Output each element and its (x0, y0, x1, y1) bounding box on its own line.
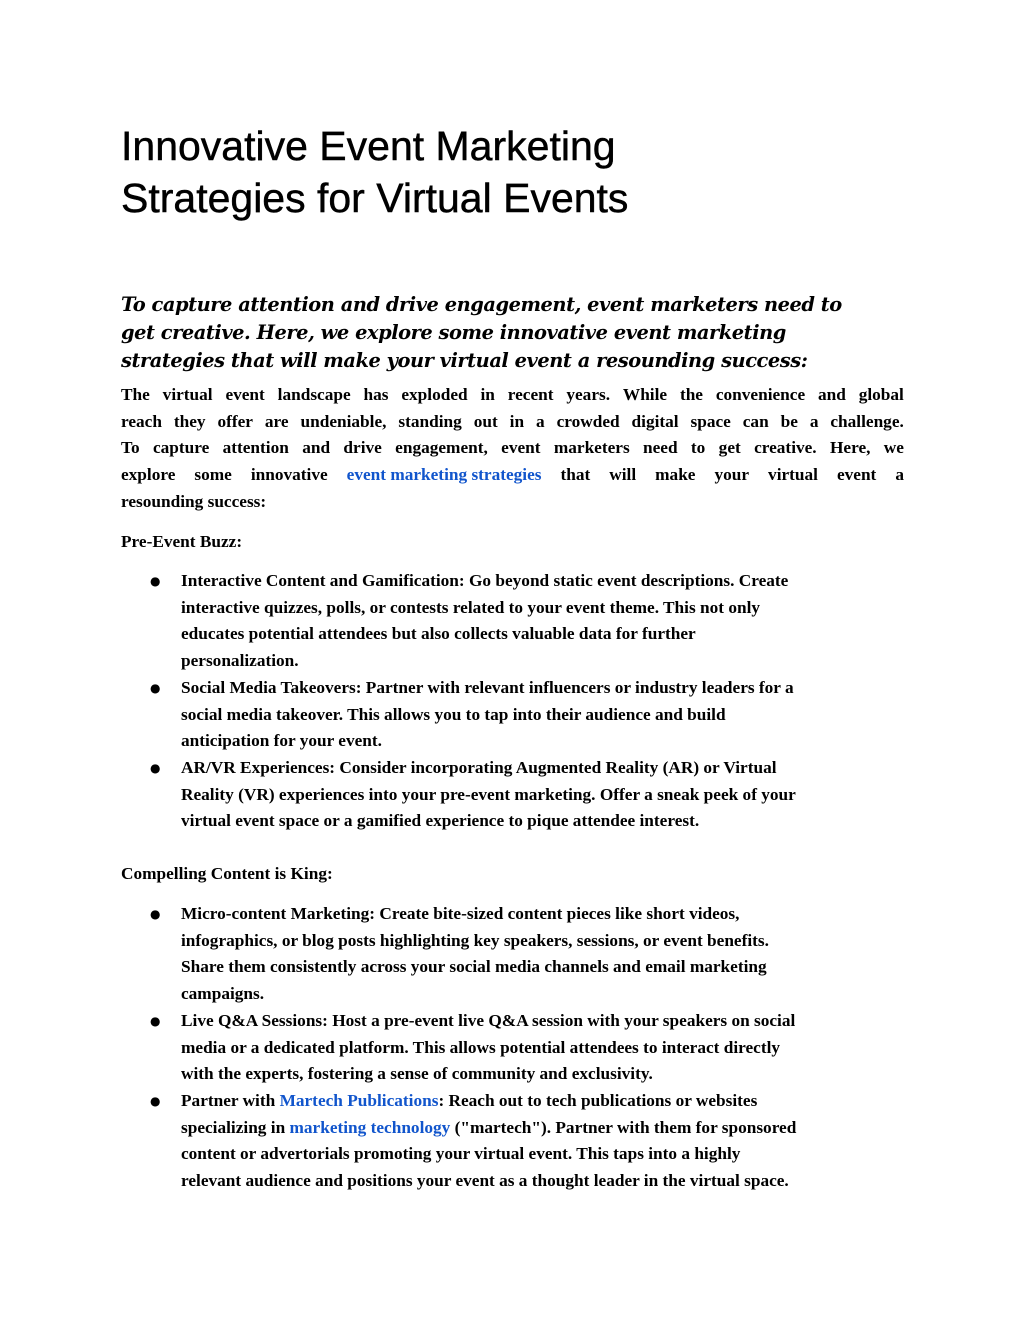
list-item-line: with the experts, fostering a sense of community and exclusivity. (181, 1064, 653, 1084)
intro-word: explore (121, 465, 176, 485)
list-item-line: campaigns. (181, 984, 265, 1004)
intro-word: global (858, 385, 904, 404)
list-item-line: Live Q&A Sessions: Host a pre-event live Q&A session with your speakers on social (181, 1010, 796, 1030)
intro-word: be (780, 411, 798, 431)
list-item-line: Share them consistently across your social media channels and email marketing (181, 957, 767, 977)
intro-word: are (264, 411, 289, 431)
pre-event-buzz-list (121, 568, 904, 835)
intro-word: marketers (553, 438, 630, 458)
list-item-line: educates potential attendees but also collects valuable data for further (181, 624, 696, 644)
intro-word: drive (343, 438, 382, 458)
lead-line: To capture attention and drive engagement, event marketers need to (121, 293, 842, 316)
list-item-line: personalization. (181, 651, 299, 671)
document-page (121, 0, 904, 1325)
list-item (121, 675, 904, 755)
section-heading-pre-event-buzz: Pre-Event Buzz: (121, 532, 243, 551)
text-run: Partner with (181, 1090, 280, 1110)
bullet-icon: ● (150, 1013, 161, 1028)
text-run: : Reach out to tech publications or websites (438, 1090, 758, 1110)
list-item-line: Reality (VR) experiences into your pre-event marketing. Offer a sneak peek of your (181, 784, 796, 804)
intro-word: engagement, (395, 438, 488, 458)
intro-word: reach (121, 411, 162, 431)
intro-word: we (883, 438, 904, 458)
intro-paragraph (121, 382, 904, 516)
list-item-line (181, 1088, 904, 1115)
bullet-icon: ● (150, 1093, 161, 1108)
section-heading-compelling-content: Compelling Content is King: (121, 864, 333, 883)
intro-word: event (836, 465, 877, 485)
list-item-line: AR/VR Experiences: Consider incorporating Augmented Reality (AR) or Virtual (181, 757, 777, 777)
bullet-icon: ● (150, 574, 161, 588)
bullet-icon: ● (150, 760, 161, 775)
intro-word: to (690, 438, 706, 458)
intro-word: a (536, 411, 545, 431)
list-item (121, 1088, 904, 1195)
intro-word: landscape (277, 385, 351, 404)
intro-word: has (363, 385, 389, 404)
intro-word: recent (507, 385, 554, 404)
lead-line: strategies that will make your virtual event a resounding success: (121, 349, 808, 372)
list-item-line: Micro-content Marketing: Create bite-sized content pieces like short videos, (181, 904, 740, 923)
page-title (121, 120, 904, 224)
intro-word: digital (631, 411, 679, 431)
list-item (121, 1008, 904, 1088)
intro-line: resounding success: (121, 491, 267, 511)
list-item (121, 568, 904, 675)
intro-word: that (560, 465, 591, 485)
list-item-line (181, 1115, 904, 1142)
intro-word: will (609, 465, 637, 485)
intro-word: get (718, 438, 741, 458)
intro-word: attention (222, 438, 289, 458)
list-item (121, 901, 904, 1008)
lead-paragraph (121, 291, 904, 375)
intro-word: in (509, 411, 525, 431)
list-item-line: anticipation for your event. (181, 731, 382, 751)
title-line: Strategies for Virtual Events (121, 175, 629, 221)
title-line: Innovative Event Marketing (121, 123, 616, 169)
intro-word: creative. (754, 438, 817, 458)
marketing-technology-link[interactable]: marketing technology (289, 1117, 451, 1137)
intro-word: The (121, 385, 150, 404)
event-marketing-strategies-link[interactable]: event marketing strategies (346, 465, 542, 485)
bullet-icon: ● (150, 680, 161, 695)
intro-line (121, 462, 904, 489)
list-item-line: social media takeover. This allows you to tap into their audience and build (181, 704, 726, 724)
intro-word: convenience (715, 385, 806, 404)
list-item-line: media or a dedicated platform. This allows potential attendees to interact directly (181, 1037, 781, 1057)
list-item-line: Social Media Takeovers: Partner with relevant influencers or industry leaders for a (181, 677, 794, 697)
intro-word: offer (217, 411, 253, 431)
intro-word: can (742, 411, 769, 431)
list-item (121, 755, 904, 835)
intro-word: Here, (829, 438, 871, 458)
intro-word: challenge. (830, 411, 904, 431)
intro-word: exploded (401, 385, 468, 404)
intro-word: need (643, 438, 678, 458)
compelling-content-list (121, 901, 904, 1195)
intro-line (121, 435, 904, 462)
intro-word: event (225, 385, 265, 404)
intro-line (121, 382, 904, 409)
intro-word: standing (398, 411, 462, 431)
intro-word: capture (152, 438, 210, 458)
intro-word: To (121, 438, 140, 458)
martech-publications-link[interactable]: Martech Publications (279, 1090, 439, 1110)
intro-word: a (895, 465, 904, 485)
intro-word: out (473, 411, 498, 431)
intro-line (121, 409, 904, 436)
list-item-line: infographics, or blog posts highlighting key speakers, sessions, or event benefits. (181, 930, 769, 950)
list-item-line: content or advertorials promoting your virtual event. This taps into a highly (181, 1144, 741, 1164)
intro-word: event (501, 438, 541, 458)
lead-line: get creative. Here, we explore some innovative event marketing (121, 321, 786, 344)
list-item-line: interactive quizzes, polls, or contests related to your event theme. This not only (181, 597, 761, 617)
intro-word: some (194, 465, 232, 485)
intro-word: virtual (768, 465, 818, 485)
list-item-line: Interactive Content and Gamification: Go beyond static event descriptions. Create (181, 571, 789, 590)
intro-word: While (622, 385, 668, 404)
intro-word: make (655, 465, 696, 485)
intro-word: your (714, 465, 750, 485)
intro-word: the (679, 385, 703, 404)
intro-word: and (302, 438, 331, 458)
intro-word: innovative (250, 465, 328, 485)
intro-word: space (690, 411, 731, 431)
intro-word: crowded (556, 411, 620, 431)
intro-word: in (480, 385, 495, 404)
text-run: ("martech"). Partner with them for sponsored (450, 1117, 797, 1137)
list-item-line: virtual event space or a gamified experience to pique attendee interest. (181, 811, 700, 831)
text-run: specializing in (181, 1117, 290, 1137)
intro-word: a (809, 411, 819, 431)
bullet-icon: ● (150, 907, 161, 921)
intro-word: and (817, 385, 846, 404)
intro-word: years. (566, 385, 611, 404)
intro-word: they (173, 411, 206, 431)
list-item-line: relevant audience and positions your event as a thought leader in the virtual space. (181, 1171, 789, 1191)
intro-word: undeniable, (300, 411, 387, 431)
intro-word: virtual (162, 385, 213, 404)
